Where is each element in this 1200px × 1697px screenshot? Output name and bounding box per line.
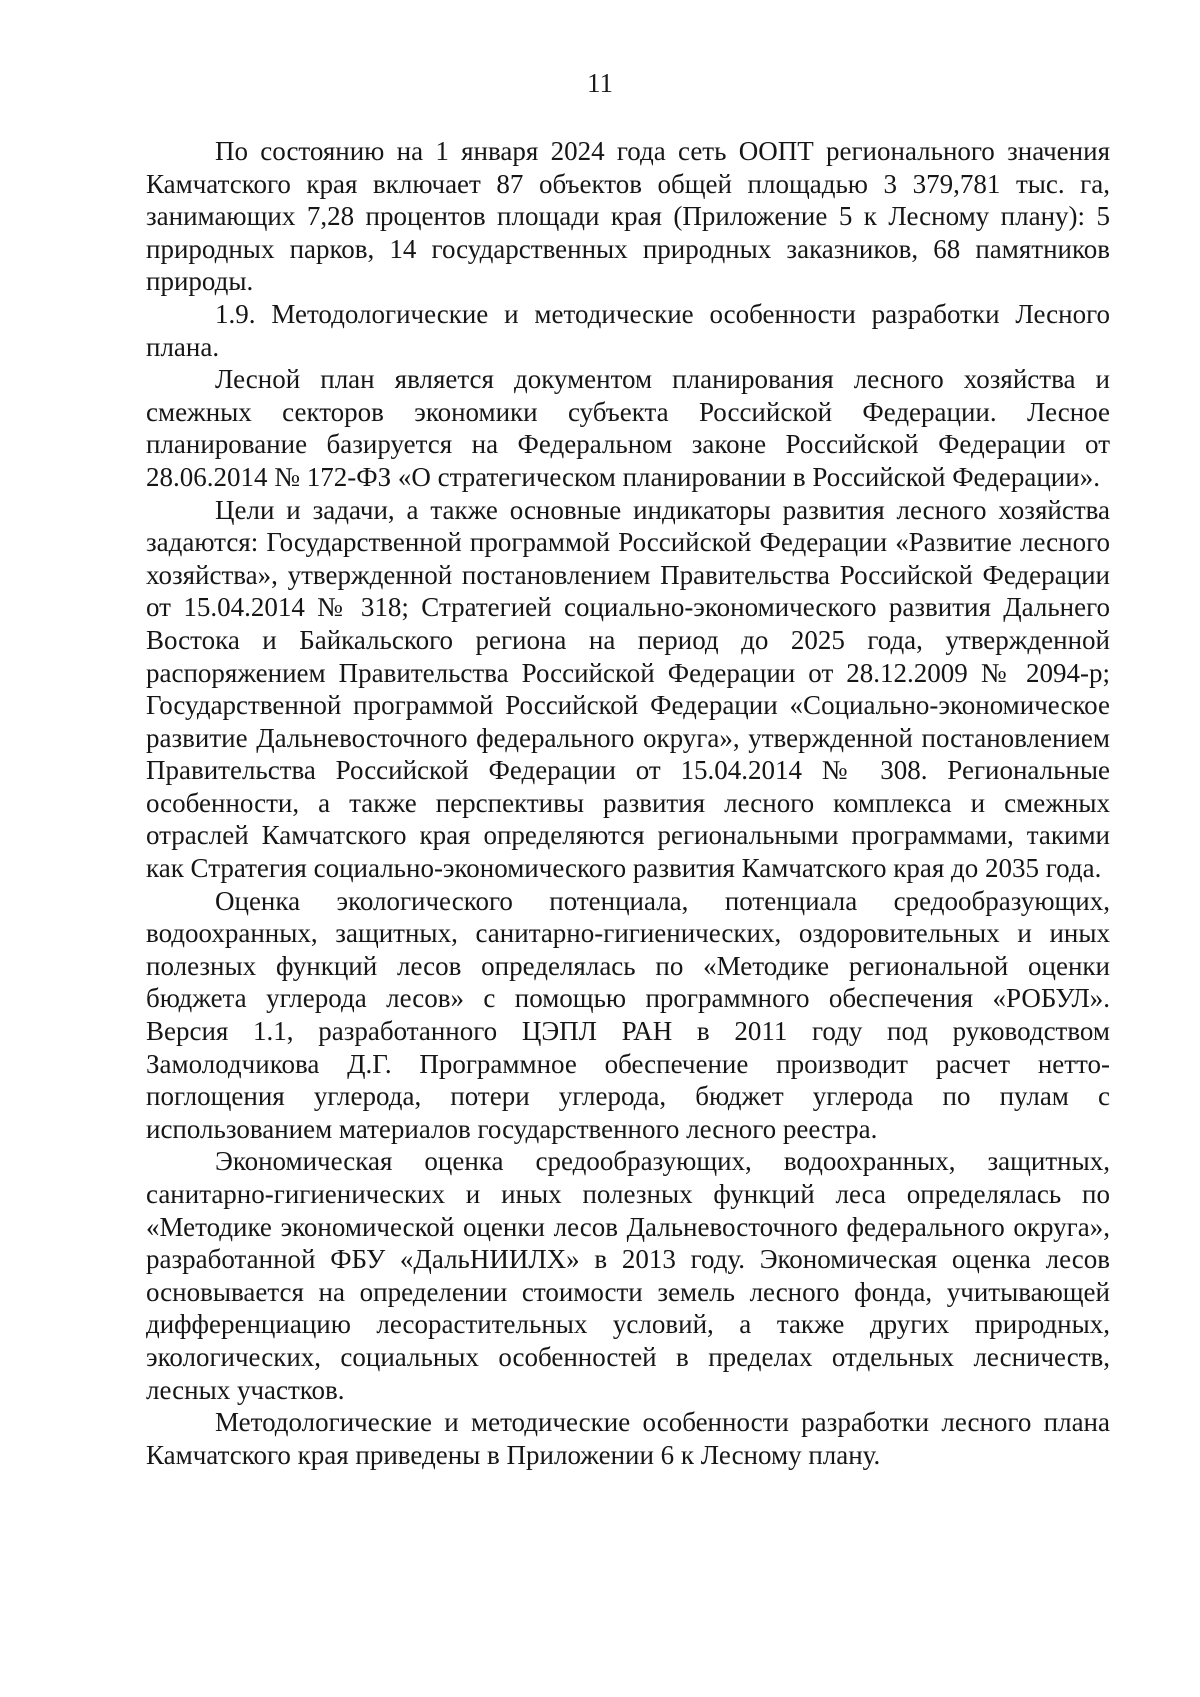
- paragraph-methodology-reference: Методологические и методические особенности разработки лесного плана Камчатского края приведены в Приложении 6 к Лесному плану.: [146, 1407, 1110, 1470]
- paragraph-oopt-network: По состоянию на 1 января 2024 года сеть ООПТ регионального значения Камчатского края включает 87 объектов общей площадью 3 379,781 тыс. га, занимающих 7,28 процентов площади края (Приложение 5 к Лесному плану): 5 природных парков, 14 государственных природных заказников, 68 памятников природы.: [146, 136, 1110, 297]
- document-body: [146, 135, 1110, 1471]
- section-heading-1-9: 1.9. Методологические и методические особенности разработки Лесного плана.: [146, 298, 1110, 362]
- paragraph-forest-plan-definition: Лесной план является документом планирования лесного хозяйства и смежных секторов экономики субъекта Российской Федерации. Лесное планирование базируется на Федеральном законе Российской Федерации от 28.06.2014 № 172-ФЗ «О стратегическом планировании в Российской Федерации».: [146, 364, 1110, 492]
- paragraph-ecological-assessment: Оценка экологического потенциала, потенциала средообразующих, водоохранных, защитных, санитарно-гигиенических, оздоровительных и иных полезных функций лесов определялась по «Методике региональной оценки бюджета углерода лесов» с помощью программного обеспечения «РОБУЛ». Версия 1.1, разработанного ЦЭПЛ РАН в 2011 году под руководством Замолодчикова Д.Г. Программное обеспечение производит расчет нетто-поглощения углерода, потери углерода, бюджет углерода по пулам с использованием материалов государственного лесного реестра.: [146, 885, 1110, 1144]
- page-number: 11: [587, 68, 613, 98]
- paragraph-goals-and-tasks: Цели и задачи, а также основные индикаторы развития лесного хозяйства задаются: Государственной программой Российской Федерации «Развитие лесного хозяйства», утвержденной постановлением Правительства Российской Федерации от 15.04.2014 № 318; Стратегией социально-экономического развития Дальнего Востока и Байкальского региона на период до 2025 года, утвержденной распоряжением Правительства Российской Федерации от 28.12.2009 № 2094-р; Государственной программой Российской Федерации «Социально-экономическое развитие Дальневосточного федерального округа», утвержденной постановлением Правительства Российской Федерации от 15.04.2014 № 308. Региональные особенности, а также перспективы развития лесного комплекса и смежных отраслей Камчатского края определяются региональными программами, такими как Стратегия социально-экономического развития Камчатского края до 2035 года.: [146, 494, 1110, 884]
- paragraph-economic-assessment: Экономическая оценка средообразующих, водоохранных, защитных, санитарно-гигиенических и иных полезных функций леса определялась по «Методике экономической оценки лесов Дальневосточного федерального округа», разработанной ФБУ «ДальНИИЛХ» в 2013 году. Экономическая оценка лесов основывается на определении стоимости земель лесного фонда, учитывающей дифференциацию лесорастительных условий, а также других природных, экологических, социальных особенностей в пределах отдельных лесничеств, лесных участков.: [146, 1146, 1110, 1405]
